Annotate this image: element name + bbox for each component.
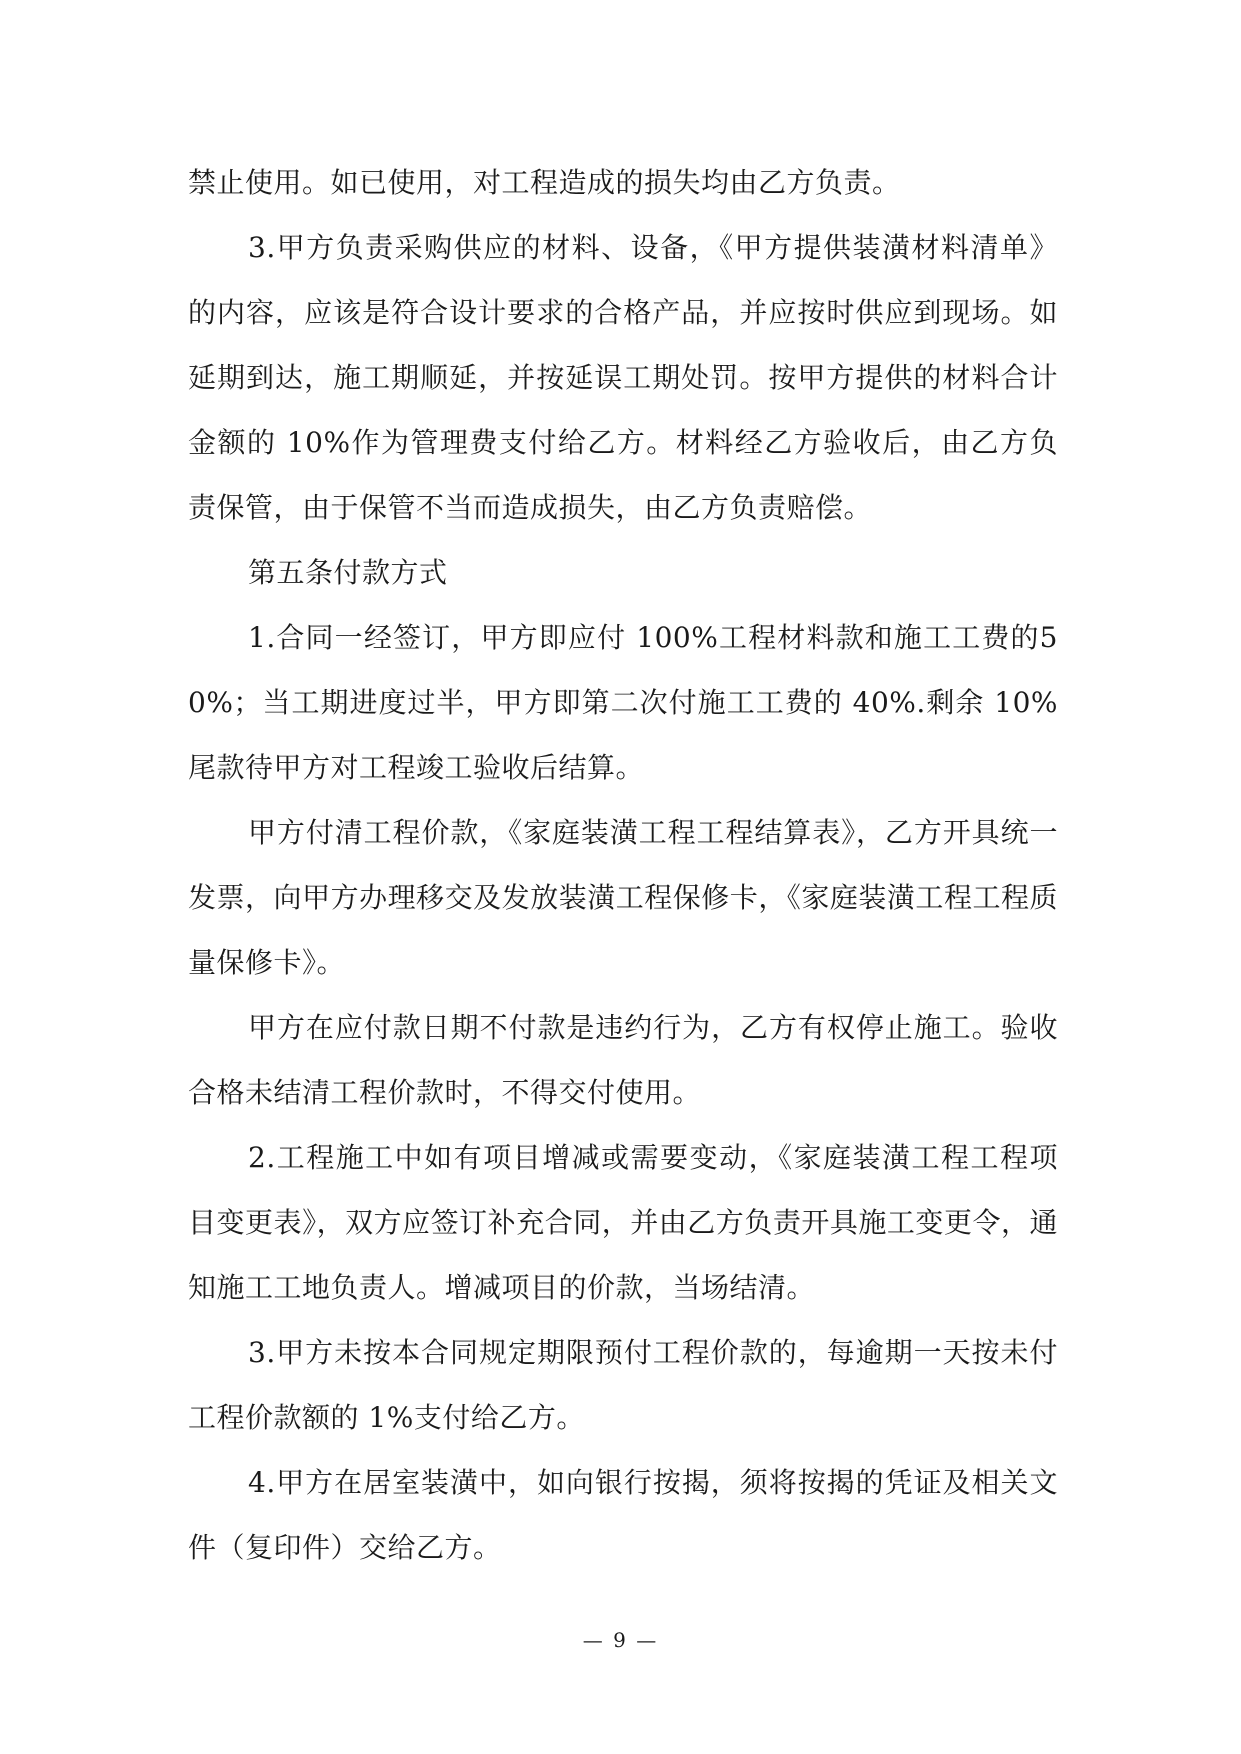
paragraph-clause-2-changes: 2.工程施工中如有项目增减或需要变动，《家庭装潢工程工程项目变更表》，双方应签订补充合同，并由乙方负责开具施工变更令，通知施工工地负责人。增减项目的价款，当场结清。 <box>188 1141 1058 1304</box>
section-heading-article-5: 第五条付款方式 <box>248 556 448 589</box>
paragraph-clause-4-mortgage: 4.甲方在居室装潢中，如向银行按揭，须将按揭的凭证及相关文件（复印件）交给乙方。 <box>188 1466 1058 1564</box>
page-number: — 9 — <box>582 1628 659 1652</box>
paragraph-default-payment: 甲方在应付款日期不付款是违约行为，乙方有权停止施工。验收合格未结清工程价款时，不得交付使用。 <box>188 1011 1058 1109</box>
paragraph-clause-3-penalty: 3.甲方未按本合同规定期限预付工程价款的，每逾期一天按未付工程价款额的 1%支付给乙方。 <box>188 1336 1058 1434</box>
document-body <box>188 150 1058 1580</box>
paragraph-settlement: 甲方付清工程价款，《家庭装潢工程工程结算表》，乙方开具统一发票，向甲方办理移交及发放装潢工程保修卡，《家庭装潢工程工程质量保修卡》。 <box>188 816 1058 979</box>
paragraph-clause-1-payment: 1.合同一经签订，甲方即应付 100%工程材料款和施工工费的50%；当工期进度过半，甲方即第二次付施工工费的 40%.剩余 10%尾款待甲方对工程竣工验收后结算。 <box>188 621 1058 784</box>
paragraph-continuation: 禁止使用。如已使用，对工程造成的损失均由乙方负责。 <box>188 166 901 199</box>
paragraph-clause-3-materials: 3.甲方负责采购供应的材料、设备，《甲方提供装潢材料清单》的内容，应该是符合设计要求的合格产品，并应按时供应到现场。如延期到达，施工期顺延，并按延误工期处罚。按甲方提供的材料合计金额的 10%作为管理费支付给乙方。材料经乙方验收后，由乙方负责保管，由于保管不当而造成损失，由乙方负责赔偿。 <box>188 231 1058 524</box>
